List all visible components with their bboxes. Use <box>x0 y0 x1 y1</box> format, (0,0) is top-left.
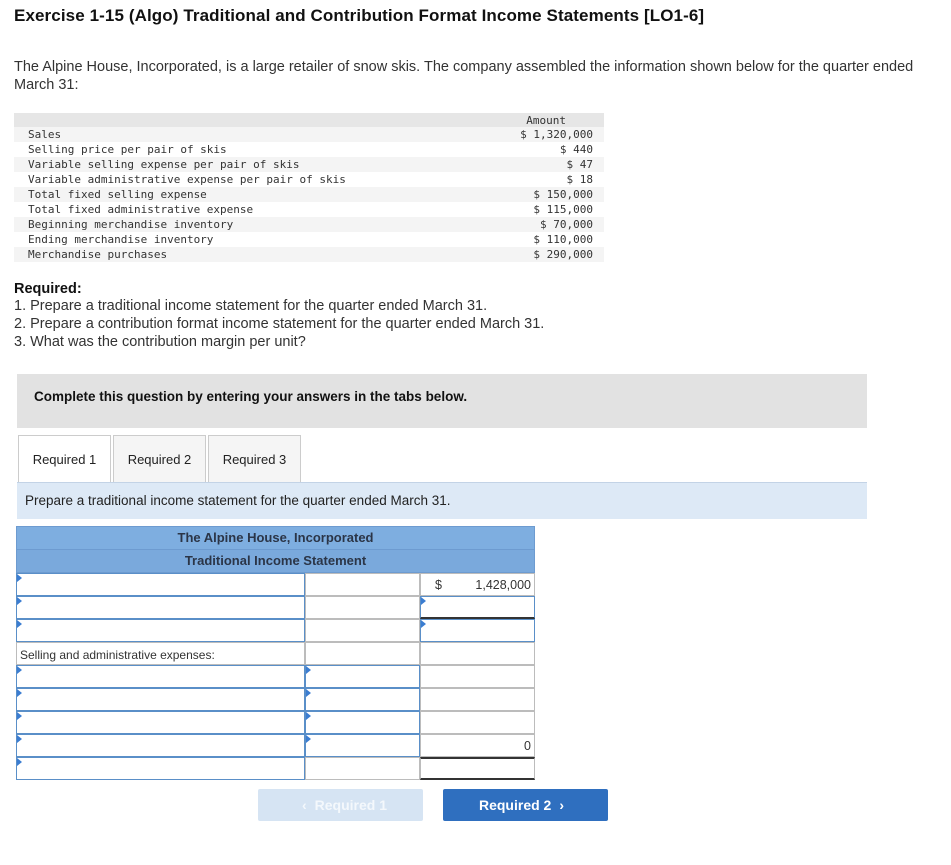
given-row-value: $ 18 <box>566 173 593 186</box>
given-row <box>14 157 604 172</box>
required-item: 2. Prepare a contribution format income statement for the quarter ended March 31. <box>14 316 545 332</box>
label-input[interactable] <box>16 619 305 642</box>
amount-cell[interactable] <box>420 734 535 757</box>
next-button-label: Required 2 <box>478 797 552 813</box>
amount-input[interactable] <box>305 734 420 757</box>
statement-row <box>16 665 535 688</box>
tab-required-1[interactable]: Required 1 <box>18 435 111 483</box>
required-heading: Required: <box>14 281 82 297</box>
section-label: Selling and administrative expenses: <box>20 648 215 662</box>
statement-row <box>16 642 535 665</box>
dropdown-marker-icon <box>306 689 311 697</box>
given-row-label: Merchandise purchases <box>28 248 168 261</box>
chevron-right-icon: › <box>559 797 565 813</box>
given-row-value: $ 47 <box>566 158 593 171</box>
amount-header: Amount <box>526 114 566 127</box>
dropdown-marker-icon <box>17 666 22 674</box>
dropdown-marker-icon <box>17 712 22 720</box>
given-data-header <box>14 113 604 127</box>
exercise-title: Exercise 1-15 (Algo) Traditional and Contribution Format Income Statements [LO1-6] <box>14 6 705 25</box>
dropdown-marker-icon <box>17 574 22 582</box>
tab-instruction-text: Prepare a traditional income statement for the quarter ended March 31. <box>25 493 451 508</box>
amount-cell[interactable] <box>420 573 535 596</box>
amount-input[interactable] <box>305 665 420 688</box>
tab-required-3[interactable]: Required 3 <box>208 435 301 482</box>
next-required-button[interactable] <box>443 789 608 821</box>
amount-cell[interactable] <box>420 642 535 665</box>
section-label-cell <box>16 642 305 665</box>
income-statement <box>16 526 535 753</box>
tab-instruction-bar <box>17 482 867 519</box>
given-row <box>14 202 604 217</box>
dropdown-marker-icon <box>17 735 22 743</box>
prev-button-label: Required 1 <box>314 797 388 813</box>
amount-value: 0 <box>524 739 531 753</box>
dropdown-marker-icon <box>421 597 426 605</box>
label-input[interactable] <box>16 596 305 619</box>
amount-cell[interactable] <box>420 665 535 688</box>
dropdown-marker-icon <box>17 620 22 628</box>
statement-company: The Alpine House, Incorporated <box>16 526 535 550</box>
given-row <box>14 127 604 142</box>
given-row-label: Variable selling expense per pair of skis <box>28 158 300 171</box>
statement-row <box>16 688 535 711</box>
given-row-label: Variable administrative expense per pair of skis <box>28 173 346 186</box>
amount-input[interactable] <box>420 596 535 619</box>
exercise-intro: The Alpine House, Incorporated, is a large retailer of snow skis. The company assembled the information shown below for the quarter ended March 31: <box>14 59 914 93</box>
statement-row <box>16 734 535 757</box>
given-row-value: $ 110,000 <box>533 233 593 246</box>
amount-cell[interactable] <box>305 619 420 642</box>
dropdown-marker-icon <box>306 712 311 720</box>
label-input[interactable] <box>16 665 305 688</box>
dropdown-marker-icon <box>17 689 22 697</box>
statement-title: Traditional Income Statement <box>16 550 535 573</box>
given-row <box>14 172 604 187</box>
required-item: 1. Prepare a traditional income statement for the quarter ended March 31. <box>14 298 488 314</box>
amount-cell[interactable] <box>305 642 420 665</box>
amount-cell[interactable] <box>420 711 535 734</box>
amount-cell[interactable] <box>420 688 535 711</box>
dropdown-marker-icon <box>17 758 22 766</box>
label-input[interactable] <box>16 757 305 780</box>
given-row-label: Selling price per pair of skis <box>28 143 227 156</box>
required-list <box>14 297 544 351</box>
prev-required-button[interactable] <box>258 789 423 821</box>
instruction-banner <box>17 374 867 428</box>
given-row-label: Ending merchandise inventory <box>28 233 214 246</box>
statement-row <box>16 573 535 596</box>
banner-text: Complete this question by entering your answers in the tabs below. <box>34 389 468 404</box>
given-row <box>14 247 604 262</box>
given-row-value: $ 150,000 <box>533 188 593 201</box>
given-row-value: $ 290,000 <box>533 248 593 261</box>
given-row-label: Total fixed selling expense <box>28 188 207 201</box>
given-row-value: $ 115,000 <box>533 203 593 216</box>
statement-row <box>16 711 535 734</box>
amount-value: 1,428,000 <box>475 578 531 592</box>
currency-sign: $ <box>435 578 442 592</box>
tab-required-2[interactable]: Required 2 <box>113 435 206 482</box>
amount-cell[interactable] <box>305 573 420 596</box>
given-data-table <box>14 113 604 262</box>
dropdown-marker-icon <box>306 735 311 743</box>
amount-input[interactable] <box>305 711 420 734</box>
given-row <box>14 232 604 247</box>
given-row-label: Beginning merchandise inventory <box>28 218 234 231</box>
chevron-left-icon: ‹ <box>301 797 307 813</box>
dropdown-marker-icon <box>306 666 311 674</box>
dropdown-marker-icon <box>421 620 426 628</box>
label-input[interactable] <box>16 711 305 734</box>
label-input[interactable] <box>16 734 305 757</box>
given-row <box>14 142 604 157</box>
label-input[interactable] <box>16 573 305 596</box>
given-row-value: $ 440 <box>559 143 593 156</box>
given-row-value: $ 70,000 <box>540 218 593 231</box>
given-row <box>14 187 604 202</box>
amount-input[interactable] <box>305 688 420 711</box>
given-row-label: Total fixed administrative expense <box>28 203 254 216</box>
required-item: 3. What was the contribution margin per unit? <box>14 334 306 350</box>
statement-row <box>16 596 535 619</box>
given-row-label: Sales <box>28 128 62 141</box>
amount-cell[interactable] <box>305 757 420 780</box>
label-input[interactable] <box>16 688 305 711</box>
given-row <box>14 217 604 232</box>
amount-cell[interactable] <box>305 596 420 619</box>
amount-cell[interactable] <box>420 757 535 780</box>
statement-row <box>16 757 535 780</box>
statement-row <box>16 619 535 642</box>
given-row-value: $ 1,320,000 <box>520 128 593 141</box>
dropdown-marker-icon <box>17 597 22 605</box>
amount-input[interactable] <box>420 619 535 642</box>
